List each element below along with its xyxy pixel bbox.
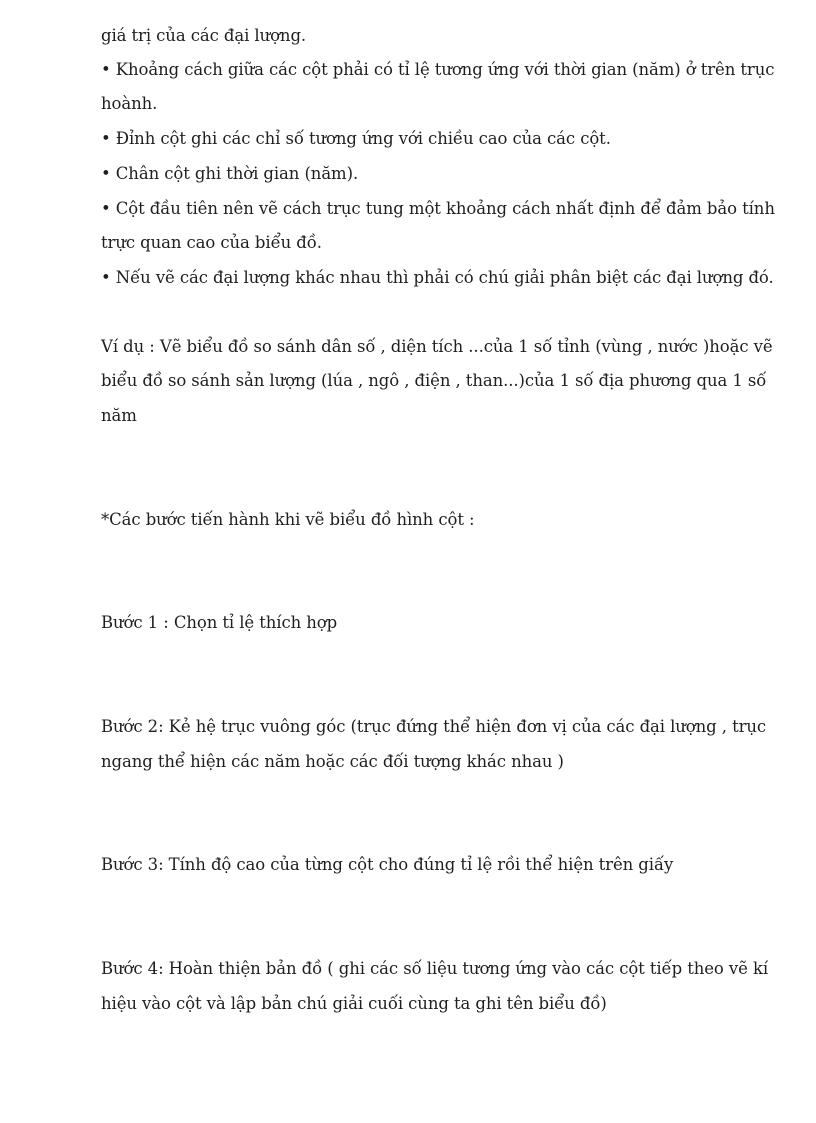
text-line: trực quan cao của biểu đồ. [101,233,322,252]
step-1-line: Bước 1 : Chọn tỉ lệ thích hợp [101,613,338,632]
text-line: hoành. [101,94,158,113]
bullet-line: • Cột đầu tiên nên vẽ cách trục tung một khoảng cách nhất định để đảm bảo tính [101,199,775,218]
text-line: giá trị của các đại lượng. [101,26,307,45]
step-4-line: hiệu vào cột và lập bản chú giải cuối cùng ta ghi tên biểu đồ) [101,994,607,1013]
bullet-line: • Chân cột ghi thời gian (năm). [101,164,359,183]
bullet-line: • Nếu vẽ các đại lượng khác nhau thì phải có chú giải phân biệt các đại lượng đó. [101,268,774,287]
example-line: Ví dụ : Vẽ biểu đồ so sánh dân số , diện tích ...của 1 số tỉnh (vùng , nước )hoặc vẽ [101,337,773,356]
step-3-line: Bước 3: Tính độ cao của từng cột cho đúng tỉ lệ rồi thể hiện trên giấy [101,855,674,874]
step-2-line: Bước 2: Kẻ hệ trục vuông góc (trục đứng thể hiện đơn vị của các đại lượng , trục [101,717,767,736]
step-2-line: ngang thể hiện các năm hoặc các đối tượng khác nhau ) [101,752,564,771]
example-line: biểu đồ so sánh sản lượng (lúa , ngô , điện , than...)của 1 số địa phương qua 1 số [101,371,767,390]
step-4-line: Bước 4: Hoàn thiện bản đồ ( ghi các số liệu tương ứng vào các cột tiếp theo vẽ kí [101,959,769,978]
section-heading: *Các bước tiến hành khi vẽ biểu đồ hình cột : [101,510,475,529]
example-line: năm [101,406,137,425]
bullet-line: • Khoảng cách giữa các cột phải có tỉ lệ tương ứng với thời gian (năm) ở trên trục [101,60,775,79]
bullet-line: • Đỉnh cột ghi các chỉ số tương ứng với chiều cao của các cột. [101,129,611,148]
